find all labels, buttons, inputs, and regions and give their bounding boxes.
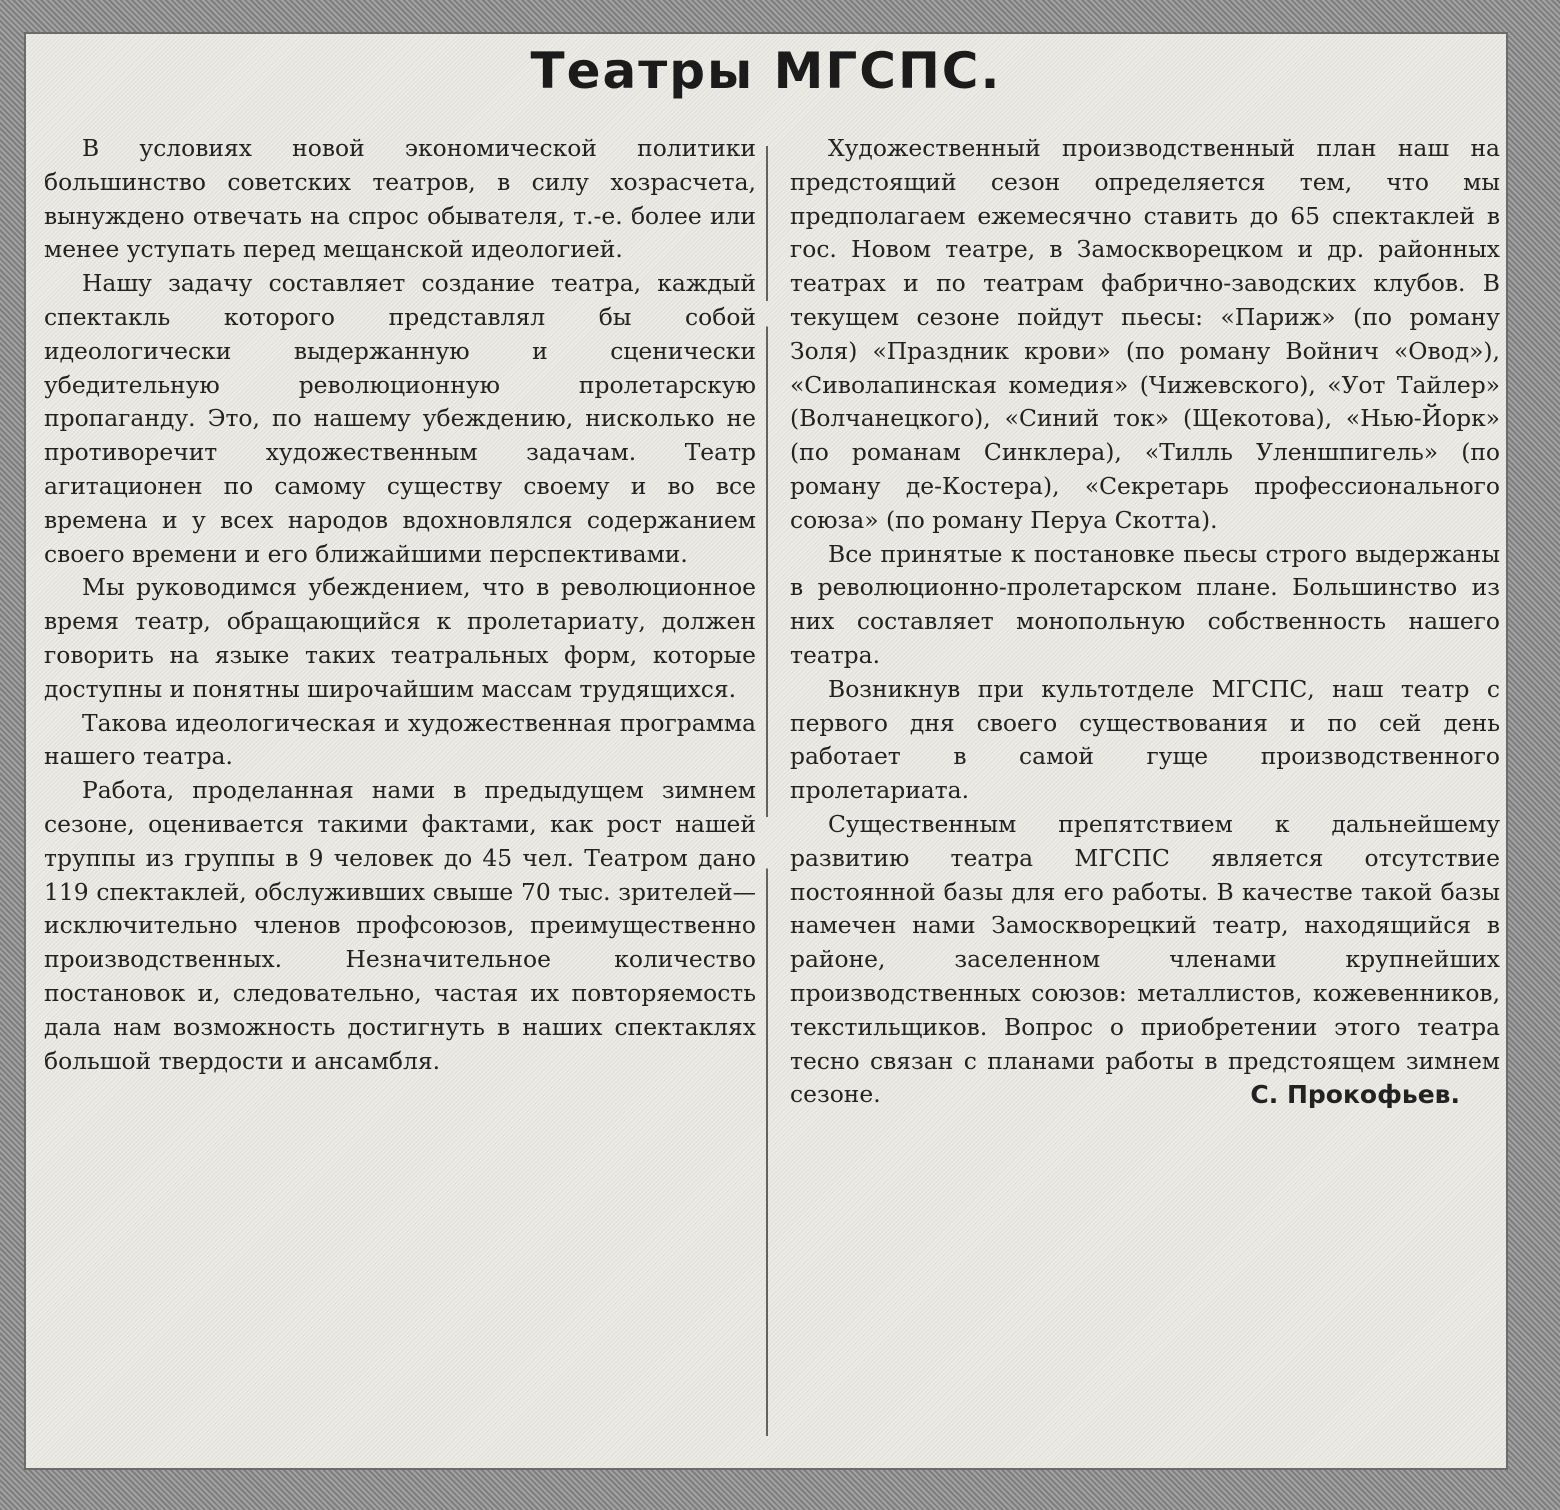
right-column [790,132,1500,1112]
paragraph: Возникнув при культотделе МГСПС, наш театр с первого дня своего существования и по сей день работает в самой гуще производственного пролетариата. [790,674,1500,805]
paragraph: Мы руководимся убеждением, что в революционное время театр, обращающийся к пролетариату, должен говорить на языке таких театральных форм, которые доступны и понятны широчайшим массам трудящихся. [44,573,756,703]
paragraph: Нашу задачу составляет создание театра, каждый спектакль которого представлял бы собой идеологически выдержанную и сценически убедительную революционную пролетарскую пропаганду. Это, по нашему убеждению, нисколько не противоречит художественным задачам. Театр агитационен по самому существу своему и во все времена и у всех народов вдохновлялся содержанием своего времени и его ближайшими перспективами. [44,269,756,568]
paragraph: Художественный производственный план наш на предстоящий сезон определяется тем, что мы предполагаем ежемесячно ставить до 65 спектаклей в гос. Новом театре, в Замоскворецком и др. районных театрах и по театрам фабрично-заводских клубов. В текущем сезоне пойдут пьесы: «Париж» (по роману Золя) «Праздник крови» (по роману Войнич «Овод»), «Сиволапинская комедия» (Чижевского), «Уот Тайлер» (Волчанецкого), «Синий ток» (Щекотова), «Нью-Йорк» (по романам Синклера), «Тилль Уленшпигель» (по роману де-Костера), «Секретарь профессионального союза» (по роману Перуа Скотта). [790,134,1500,534]
paragraph: Все принятые к постановке пьесы строго выдержаны в революционно-пролетарском плане. Большинство из них составляет монопольную собственность нашего театра. [790,539,1500,669]
paragraph: В условиях новой экономической политики большинство советских театров, в силу хозрасчета, вынуждено отвечать на спрос обывателя, т.-е. более или менее уступать перед мещанской идеологией. [44,134,756,264]
paragraph: Такова идеологическая и художественная программа нашего театра. [44,708,756,771]
article-title: Театры МГСПС. [530,42,1002,100]
column-divider [766,146,768,1436]
author-signature: С. Прокофьев. [1250,1080,1460,1110]
left-column [44,132,756,1078]
paragraph: Существенным препятствием к дальнейшему развитию театра МГСПС является отсутствие постоянной базы для его работы. В качестве такой базы намечен нами Замоскворецкий театр, находящийся в районе, заселенном членами крупнейших производственных союзов: металлистов, кожевенников, текстильщиков. Вопрос о приобретении этого театра тесно связан с планами работы в предстоящем зимнем сезоне. [790,809,1500,1109]
paragraph: Работа, проделанная нами в предыдущем зимнем сезоне, оценивается такими фактами, как рост нашей труппы из группы в 9 человек до 45 чел. Театром дано 119 спектаклей, обслуживших свыше 70 тыс. зрителей—исключительно членов профсоюзов, преимущественно производственных. Незначительное количество постановок и, следовательно, частая их повторяемость дала нам возможность достигнуть в наших спектаклях большой твердости и ансамбля. [44,776,756,1075]
newspaper-clipping [26,34,1506,1468]
